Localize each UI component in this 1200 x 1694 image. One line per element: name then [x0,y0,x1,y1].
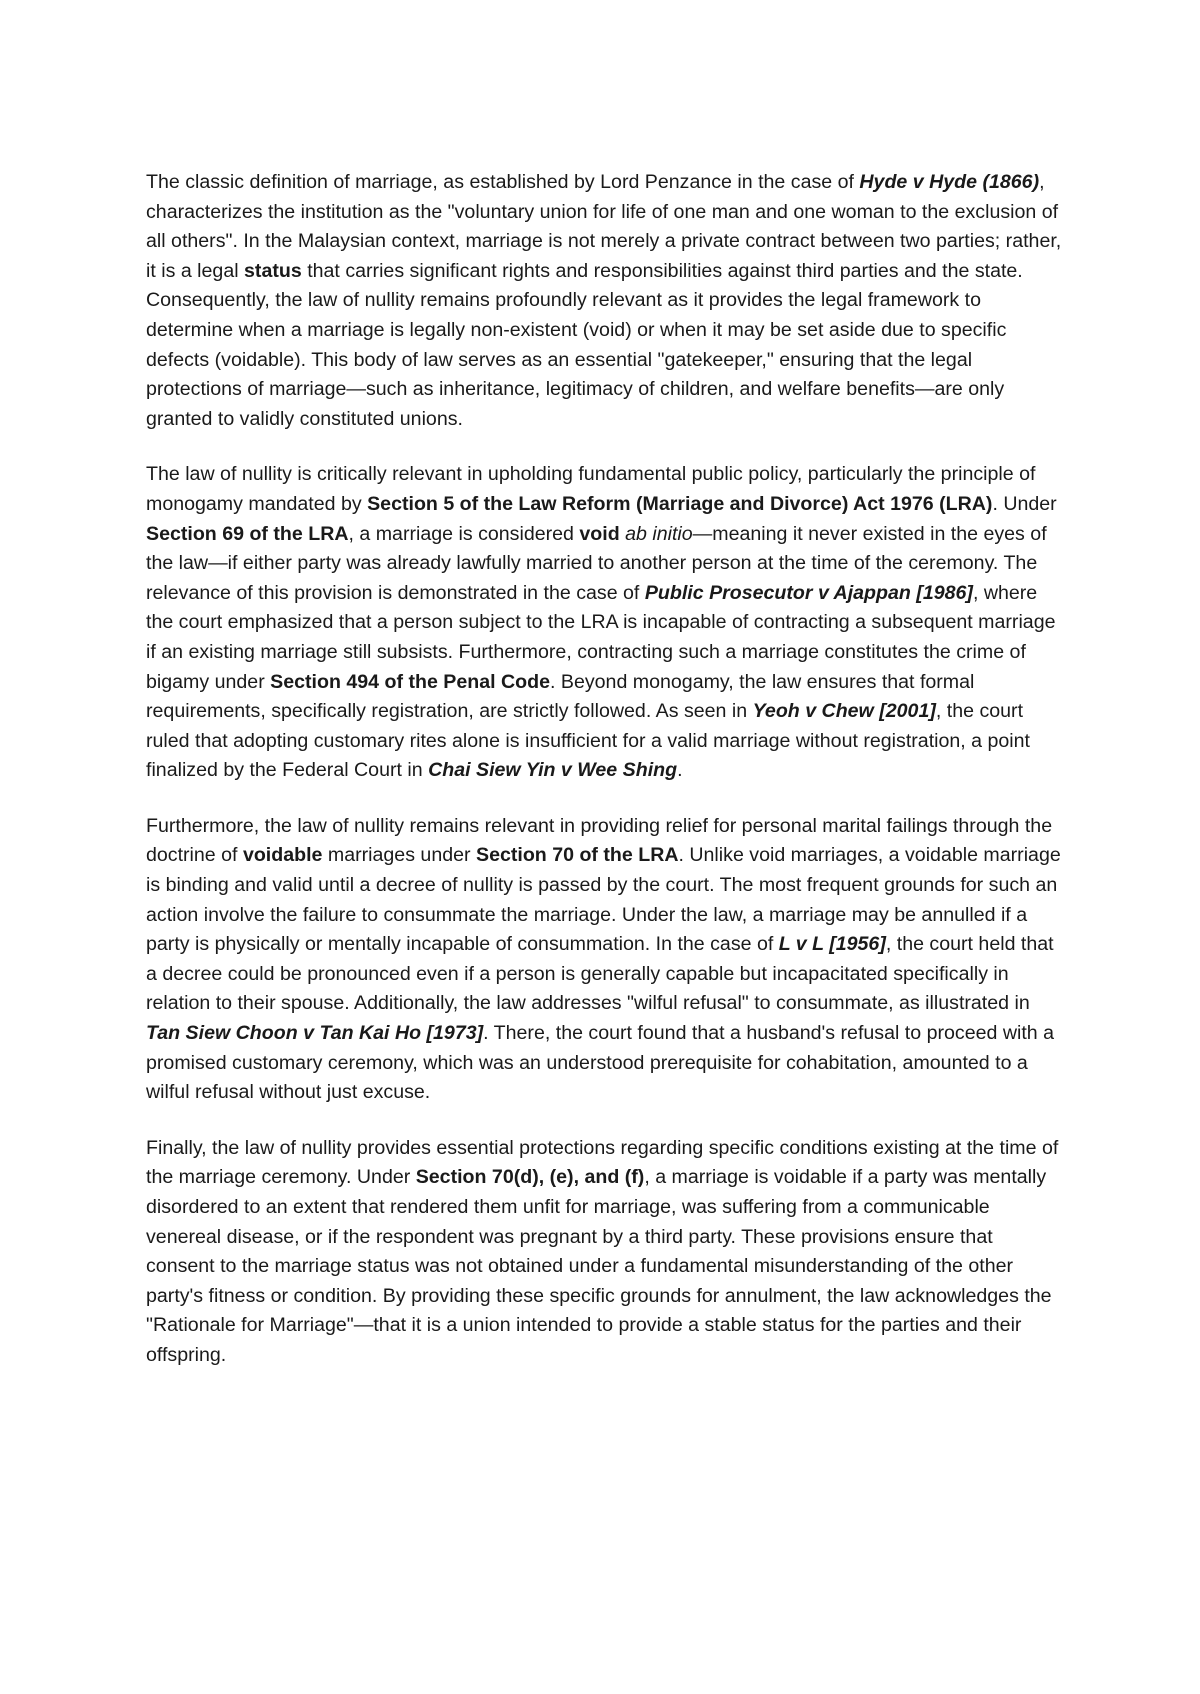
text-run: that carries significant rights and responsibilities against third parties and the state. Consequently, the law of nullity remains profoundly relevant as it provides the legal framework to determine when a marriage is legally non-existent (void) or when it may be set aside due to specific defects (voidable). This body of law serves as an essential "gatekeeper," ensuring that the legal protections of marriage—such as inheritance, legitimacy of children, and welfare benefits—are only granted to validly constituted unions. [146,259,1023,430]
text-run: , a marriage is considered [348,522,580,545]
text-run: Furthermore, the law of nullity remains relevant in providing relief for personal marital failings through the doctrine of [146,814,1053,867]
bold-term: status [244,259,302,282]
case-citation: Public Prosecutor v Ajappan [1986] [644,581,973,604]
bold-term: Section 5 of the Law Reform (Marriage and Divorce) Act 1976 (LRA) [367,492,993,515]
italic-term: ab initio [625,522,693,545]
bold-term: Section 70 of the LRA [476,844,679,867]
paragraph-2 [146,460,1066,786]
bold-term: Section 69 of the LRA [146,522,349,545]
text-run: . Beyond monogamy, the law ensures that formal requirements, specifically registration, are strictly followed. As seen in [146,670,975,723]
text-run: . There, the court found that a husband's refusal to proceed with a promised customary ceremony, which was an understood prerequisite for cohabitation, amounted to a wilful refusal without just excuse. [146,1022,1055,1104]
case-citation: L v L [1956] [778,933,886,956]
text-run: Finally, the law of nullity provides essential protections regarding specific conditions existing at the time of the marriage ceremony. Under [146,1136,1059,1189]
text-run: , where the court emphasized that a person subject to the LRA is incapable of contracting a subsequent marriage if an existing marriage still subsists. Furthermore, contracting such a marriage constitutes the crime of bigamy under [146,581,1056,693]
bold-term: void [579,522,620,545]
text-run: The law of nullity is critically relevant in upholding fundamental public policy, particularly the principle of monogamy mandated by [146,463,1036,515]
bold-term: voidable [242,844,323,867]
case-citation: Yeoh v Chew [2001] [752,700,936,723]
text-run: , a marriage is voidable if a party was mentally disordered to an extent that rendered them unfit for marriage, was suffering from a communicable venereal disease, or if the respondent was pregnant by a third party. These provisions ensure that consent to the marriage status was not obtained under a fundamental misunderstanding of the other party's fitness or condition. By providing these specific grounds for annulment, the law acknowledges the "Rationale for Marriage"—that it is a union intended to provide a stable status for the parties and their offspring. [146,1166,1052,1366]
text-run: , the court held that a decree could be pronounced even if a person is generally capable but incapacitated specifically in relation to their spouse. Additionally, the law addresses "wilful refusal" to consummate, as illustrated in [146,933,1054,1015]
text-run: . Under [992,492,1057,515]
case-citation: Chai Siew Yin v Wee Shing [428,759,678,782]
text-run: , the court ruled that adopting customary rites alone is insufficient for a valid marriage without registration, a point finalized by the Federal Court in [146,700,1030,782]
text-run: . [677,759,683,782]
text-run: , characterizes the institution as the "voluntary union for life of one man and one woman to the exclusion of all others". In the Malaysian context, marriage is not merely a private contract between two parties; rather, it is a legal [146,171,1062,282]
text-run: The classic definition of marriage, as established by Lord Penzance in the case of [146,171,860,193]
case-citation: Tan Siew Choon v Tan Kai Ho [1973] [146,1022,484,1045]
paragraph-1 [146,168,1066,434]
document-body [146,168,1066,1397]
paragraph-4 [146,1134,1066,1371]
text-run: . Unlike void marriages, a voidable marriage is binding and valid until a decree of nullity is passed by the court. The most frequent grounds for such an action involve the failure to consummate the marriage. Under the law, a marriage may be annulled if a party is physically or mentally incapable of consummation. In the case of [146,844,1061,956]
bold-term: Section 494 of the Penal Code [270,670,550,693]
bold-term: Section 70(d), (e), and (f) [415,1166,645,1189]
text-run: —meaning it never existed in the eyes of the law—if either party was already lawfully married to another person at the time of the ceremony. The relevance of this provision is demonstrated in the case of [146,522,1047,604]
case-citation: Hyde v Hyde (1866) [859,171,1040,193]
paragraph-3 [146,812,1066,1108]
text-run: marriages under [322,844,476,867]
